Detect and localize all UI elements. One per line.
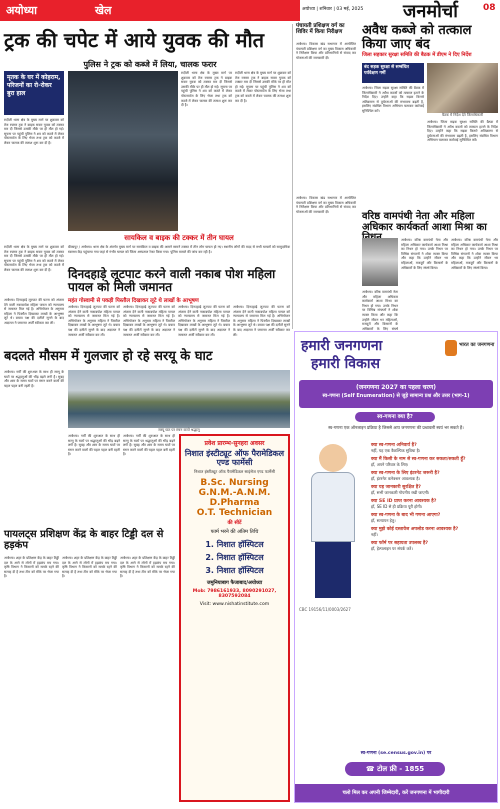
body-tiddi-2: अयोध्या। शहर के प्रशिक्षण केंद्र के बाहर टिड्डी दल के आने से लोगों में हड़कंप मच गया। कृषि विभाग ने किसानों को सतर्क रहने की सलाह दी है तथा टीम को मौके पर भेजा गया है। (62, 556, 117, 579)
ad-web: Visit: www.nishatinstitute.com (199, 602, 270, 607)
photo-truck-accident (68, 71, 178, 231)
body-saryu-3: अयोध्या। गर्मी की शुरुआत के साथ ही सरयू के घाटों पर श्रद्धालुओं की भीड़ बढ़ने लगी है। सुबह और शाम के समय घाटों पर स्नान करने वालों की चहल पहल बनी रहती है। (123, 434, 175, 457)
headline-loot: दिनदहाड़े लूटपाट करने वाली नकाब पोश महिला पायल को मिली जमानत (68, 267, 276, 294)
body-saryu-2: अयोध्या। गर्मी की शुरुआत के साथ ही सरयू के घाटों पर श्रद्धालुओं की भीड़ बढ़ने लगी है। सुबह और शाम के समय घाटों पर स्नान करने वालों की चहल पहल बनी रहती है। (68, 434, 120, 457)
qa-answer: हाँ, हेल्पलाइन पर संपर्क करें। (371, 546, 413, 551)
subhead-encroachment: बंद सड़क सुरक्षा से सम्बंधित पर्यवेक्षण गर्मी (364, 65, 409, 76)
course-item: D.Pharma (209, 498, 260, 508)
dateline: अयोध्या | शनिवार | 03 मई, 2025 (302, 7, 364, 12)
body-saryu-1: अयोध्या। गर्मी की शुरुआत के साथ ही सरयू के घाटों पर श्रद्धालुओं की भीड़ बढ़ने लगी है। सुबह और शाम के समय घाटों पर स्नान करने वालों की चहल पहल बनी रहती है। (4, 370, 64, 388)
census-banner (299, 380, 493, 408)
body-truck-3: रुदौली थाना क्षेत्र के मुख्य मार्ग पर शुक्रवार को तेज रफ्तार ट्रक ने बाइक सवार युवक को टक्कर मार दी जिससे उसकी मौके पर ही मौत हो गई। सूचना पर पहुंची पुलिस ने शव को कब्जे में लेकर पोस्टमार्टम के लिए भेजा तथा ट्रक को कब्जे में लेकर चालक की तलाश शुरू कर दी है। (235, 71, 291, 103)
body-obituary-3: अयोध्या। वरिष्ठ वामपंथी नेता और महिला अधिकार कार्यकर्ता आशा मिश्रा का निधन हो गया। उनके निधन पर विभिन्न संगठनों ने शोक व्यक्त किया और कहा कि उन्होंने जीवन भर महिलाओं, मजदूरों और किसानों के अधिकारों के लिए संघर्ष किया। (451, 238, 498, 270)
caption-meeting: बैठक में निर्देश देते जिलाधिकारी (441, 113, 484, 117)
deck-truck: पुलिस ने ट्रक को कब्जे में लिया, चालक फरार (83, 60, 217, 69)
headline-panchayat: पंचायती प्रशिक्षण वर्ग का शिविर में किया निरीक्षण (296, 23, 345, 35)
photo-meeting (427, 63, 498, 113)
subhead-box (4, 71, 64, 115)
body-panchayat-1: अयोध्या। विकास खंड सभागार में आयोजित पंचायती प्रशिक्षण वर्ग का मुख्य विकास अधिकारी ने निरीक्षण किया और प्रतिभागियों से संवाद कर योजनाओं की जानकारी दी। (296, 42, 356, 60)
qa-question: क्या SE ID प्राप्त करना आवश्यक है? (371, 499, 437, 504)
census-website: स्व-गणना (se.census.gov.in) पर (360, 751, 432, 756)
subhead-truck: मृतक के घर में कोहराम, परिजनों का रो-रोकर बुरा हाल (7, 74, 61, 97)
ad-mobile: Mob: 7986161933, 8090291027, 8307592084 (192, 589, 277, 599)
census-footer: चलो मिल कर अपनी जिम्मेदारी, करें जनगणना में भागीदारी (295, 784, 497, 802)
census-title-1: हमारी जनगणना (301, 338, 383, 354)
helpline-number: टोल फ्री - 1855 (377, 765, 425, 773)
qa-question: क्या मैं किसी के नाम से स्व-गणना कर सकता/सकती हूँ? (371, 457, 466, 462)
census-logo-text: भारत का जनगणना (459, 342, 495, 348)
ad-note: फार्म भरने की अंतिम तिथि (210, 529, 259, 535)
qa-answer: नहीं, यह एक वैकल्पिक सुविधा है। (371, 448, 421, 453)
headline-saryu: बदलते मौसम में गुलजार हो रहे सरयू के घाट (4, 349, 213, 364)
body-left-col-2: अयोध्या। दिनदहाड़े लूटपाट की घटना को अंजाम देने वाली नकाबपोश महिला पायल को न्यायालय से जमानत मिल गई है। अभियोजन के अनुसार महिला ने पिस्तौल दिखाकर लाखों के आभूषण लूटे थे। बचाव पक्ष की दलीलें सुनने के बाद अदालत ने जमानत अर्जी स्वीकार कर ली। (4, 298, 64, 325)
census-banner-line-2: स्व-गणना (Self Enumeration) से जुड़े सामान्य प्रश्न और उत्तर (भाग-1) (322, 393, 470, 399)
body-truck-2: रुदौली थाना क्षेत्र के मुख्य मार्ग पर शुक्रवार को तेज रफ्तार ट्रक ने बाइक सवार युवक को टक्कर मार दी जिससे उसकी मौके पर ही मौत हो गई। सूचना पर पहुंची पुलिस ने शव को कब्जे में लेकर पोस्टमार्टम के लिए भेजा तथा ट्रक को कब्जे में लेकर चालक की तलाश शुरू कर दी है। (181, 71, 232, 108)
ad-subtitle: निशात इंस्टीट्यूट ऑफ पैरामेडिकल साइंसेज एण्ड फार्मेसी (194, 469, 275, 474)
census-code: CBC 19156/11/0003/2627 (299, 607, 351, 612)
census-intro: स्व-गणना एक ऑनलाइन प्रक्रिया है जिससे आप जनगणना की प्रश्नावली स्वयं भर सकते हैं। (328, 425, 464, 430)
deck-encroachment: जिला सहकार सुरक्षा समिति की बैठक में डीएम ने दिए निर्देश (362, 52, 472, 58)
ad-courses (181, 478, 288, 518)
qa-question: क्या फॉर्म पर सहायता उपलब्ध है? (371, 541, 429, 546)
census-ad (294, 331, 498, 803)
ad-address: जमुनियाबाग फैजाबाद/अयोध्या (206, 580, 263, 586)
census-illustration (301, 442, 371, 602)
body-loot-3: अयोध्या। दिनदहाड़े लूटपाट की घटना को अंजाम देने वाली नकाबपोश महिला पायल को न्यायालय से जमानत मिल गई है। अभियोजन के अनुसार महिला ने पिस्तौल दिखाकर लाखों के आभूषण लूटे थे। बचाव पक्ष की दलीलें सुनने के बाद अदालत ने जमानत अर्जी स्वीकार कर ली। (178, 305, 230, 337)
ad-hospital-2: 2. निशात हॉस्पिटल (205, 553, 264, 562)
photo-saryu-ghat (68, 370, 290, 428)
headline-truck: ट्रक की चपेट में आये युवक की मौत (4, 28, 265, 52)
qa-question: क्या मुझे कोई दस्तावेज अपलोड करना आवश्यक है? (371, 527, 459, 532)
qa-answer: हाँ, अपने परिवार के लिए। (371, 462, 409, 467)
body-left-col: रुदौली थाना क्षेत्र के मुख्य मार्ग पर शुक्रवार को तेज रफ्तार ट्रक ने बाइक सवार युवक को टक्कर मार दी जिससे उसकी मौके पर ही मौत हो गई। सूचना पर पहुंची पुलिस ने शव को कब्जे में लेकर पोस्टमार्टम के लिए भेजा तथा ट्रक को कब्जे में लेकर चालक की तलाश शुरू कर दी है। (4, 245, 64, 272)
qa-question: क्या स्व-गणना के लिए इंटरनेट जरूरी है? (371, 471, 440, 476)
census-banner-line-1: (जनगणना 2027 का पहला चरण) (356, 384, 436, 391)
body-truck-1: रुदौली थाना क्षेत्र के मुख्य मार्ग पर शुक्रवार को तेज रफ्तार ट्रक ने बाइक सवार युवक को टक्कर मार दी जिससे उसकी मौके पर ही मौत हो गई। सूचना पर पहुंची पुलिस ने शव को कब्जे में लेकर पोस्टमार्टम के लिए भेजा तथा ट्रक को कब्जे में लेकर चालक की तलाश शुरू कर दी है। (4, 118, 64, 145)
phone-icon: ☎ (365, 765, 378, 773)
ad-hospital-1: 1. निशात हॉस्पिटल (205, 540, 264, 549)
qa-answer: नहीं। (371, 532, 378, 537)
qa-question: क्या यह जानकारी सुरक्षित है? (371, 485, 421, 490)
body-obituary-2: अयोध्या। वरिष्ठ वामपंथी नेता और महिला अधिकार कार्यकर्ता आशा मिश्रा का निधन हो गया। उनके निधन पर विभिन्न संगठनों ने शोक व्यक्त किया और कहा कि उन्होंने जीवन भर महिलाओं, मजदूरों और किसानों के अधिकारों के लिए संघर्ष किया। (401, 238, 448, 270)
body-tiddi-1: अयोध्या। शहर के प्रशिक्षण केंद्र के बाहर टिड्डी दल के आने से लोगों में हड़कंप मच गया। कृषि विभाग ने किसानों को सतर्क रहने की सलाह दी है तथा टीम को मौके पर भेजा गया है। (4, 556, 59, 579)
category-label: खेल (95, 4, 112, 17)
headline-obituary: वरिष्ठ वामपंथी नेता और महिला अधिकार कार्यकर्ता आशा मिश्रा का (362, 211, 487, 233)
census-helpline (345, 762, 445, 776)
headline-cycle: सायकिल व बाइक की टक्कर में तीन घायल (124, 234, 234, 242)
body-loot-2: अयोध्या। दिनदहाड़े लूटपाट की घटना को अंजाम देने वाली नकाबपोश महिला पायल को न्यायालय से जमानत मिल गई है। अभियोजन के अनुसार महिला ने पिस्तौल दिखाकर लाखों के आभूषण लूटे थे। बचाव पक्ष की दलीलें सुनने के बाद अदालत ने जमानत अर्जी स्वीकार कर ली। (123, 305, 175, 337)
census-question-head: स्व-गणना क्या है? (355, 412, 435, 422)
body-loot-4: अयोध्या। दिनदहाड़े लूटपाट की घटना को अंजाम देने वाली नकाबपोश महिला पायल को न्यायालय से जमानत मिल गई है। अभियोजन के अनुसार महिला ने पिस्तौल दिखाकर लाखों के आभूषण लूटे थे। बचाव पक्ष की दलीलें सुनने के बाद अदालत ने जमानत अर्जी स्वीकार कर ली। (233, 305, 290, 337)
photo-asha-mishra (362, 238, 398, 286)
qa-question: क्या स्व-गणना अनिवार्य है? (371, 443, 417, 448)
course-item: G.N.M.-A.N.M. (198, 488, 271, 498)
deck-loot: महंत गोस्वामी से पकड़ी पिस्तौल दिखाकर लूटे थे लाखों के आभूषण (68, 298, 199, 304)
section-label: अयोध्या (6, 4, 37, 17)
ad-title: प्रवेश प्रारम्भ-सुनहरा अवसर (204, 440, 265, 447)
course-item: B.Sc. Nursing (200, 478, 269, 488)
body-panchayat-2: अयोध्या। विकास खंड सभागार में आयोजित पंचायती प्रशिक्षण वर्ग का मुख्य विकास अधिकारी ने निरीक्षण किया और प्रतिभागियों से संवाद कर योजनाओं की जानकारी दी। (296, 196, 356, 214)
headline-encroachment: अवैध कब्जे को तत्काल किया जाए बंद (362, 23, 472, 52)
ad-tag: की सीटें (227, 520, 242, 526)
ad-institute: निशात इंस्टीट्यूट ऑफ पैरामेडिकल एण्ड फार्मेसी (184, 449, 285, 467)
qa-answer: हाँ, SE ID से ही प्रक्रिया पूरी होगी। (371, 504, 423, 509)
page-number: 08 (483, 3, 496, 13)
masthead (300, 0, 500, 21)
headline-tiddi: पायलट्स प्रशिक्षण केंद्र के बाहर टिड्डी दल से हड़कंप (4, 529, 164, 551)
body-encroachment-2: अयोध्या। जिला सड़क सुरक्षा समिति की बैठक में जिलाधिकारी ने अवैध कब्जों को तत्काल हटाने के निर्देश दिए। उन्होंने कहा कि सड़क किनारे अतिक्रमण से दुर्घटनाओं की संभावना बढ़ती है, इसलिए संबंधित विभाग अभियान चलाकर कार्रवाई सुनिश्चित करें। (427, 120, 498, 143)
qa-answer: हाँ, सभी जानकारी गोपनीय रखी जाएगी। (371, 490, 430, 495)
census-qa-list (371, 442, 495, 554)
qa-answer: हाँ, इंटरनेट कनेक्शन आवश्यक है। (371, 476, 420, 481)
body-obituary-1: अयोध्या। वरिष्ठ वामपंथी नेता और महिला अधिकार कार्यकर्ता आशा मिश्रा का निधन हो गया। उनके निधन पर विभिन्न संगठनों ने शोक व्यक्त किया और कहा कि उन्होंने जीवन भर महिलाओं, मजदूरों और किसानों के अधिकारों के लिए संघर्ष (362, 290, 398, 331)
brand-logo: जनमोर्चा (403, 1, 458, 22)
subhead-encroachment-box (362, 63, 424, 83)
body-tiddi-3: अयोध्या। शहर के प्रशिक्षण केंद्र के बाहर टिड्डी दल के आने से लोगों में हड़कंप मच गया। कृषि विभाग ने किसानों को सतर्क रहने की सलाह दी है तथा टीम को मौके पर भेजा गया है। (120, 556, 175, 579)
qa-question: क्या स्व-गणना के बाद भी गणना आएगा? (371, 513, 441, 518)
body-loot-1: अयोध्या। दिनदहाड़े लूटपाट की घटना को अंजाम देने वाली नकाबपोश महिला पायल को न्यायालय से जमानत मिल गई है। अभियोजन के अनुसार महिला ने पिस्तौल दिखाकर लाखों के आभूषण लूटे थे। बचाव पक्ष की दलीलें सुनने के बाद अदालत ने जमानत अर्जी स्वीकार कर ली। (68, 305, 120, 337)
census-logo-icon (445, 340, 457, 356)
census-header (295, 332, 497, 378)
qa-answer: हाँ, सत्यापन हेतु। (371, 518, 396, 523)
ad-nishat-institute (179, 434, 290, 802)
body-cycle: बीकापुर / अयोध्या। थाना क्षेत्र के अंतर्गत मुख्य मार्ग पर सायकिल व बाइक की आमने सामने टक्कर में तीन लोग घायल हो गए। स्थानीय लोगों की मदद से सभी घायलों को सामुदायिक स्वास्थ्य केंद्र पहुंचाया गया जहां से गंभीर घायल को जिला अस्पताल रेफर किया गया। पुलिस मामले की जांच कर रही है। (68, 245, 290, 254)
caption-saryu: सरयू घाट पर स्नान करते श्रद्धालु (158, 428, 200, 432)
course-item: O.T. Technician (196, 508, 273, 518)
body-encroachment-1: अयोध्या। जिला सड़क सुरक्षा समिति की बैठक में जिलाधिकारी ने अवैध कब्जों को तत्काल हटाने के निर्देश दिए। उन्होंने कहा कि सड़क किनारे अतिक्रमण से दुर्घटनाओं की संभावना बढ़ती है, इसलिए संबंधित विभाग अभियान चलाकर कार्रवाई सुनिश्चित करें। (362, 86, 424, 113)
ad-hospital-3: 3. निशात हॉस्पिटल (205, 566, 264, 575)
census-title-2: हमारी विकास (311, 356, 380, 372)
